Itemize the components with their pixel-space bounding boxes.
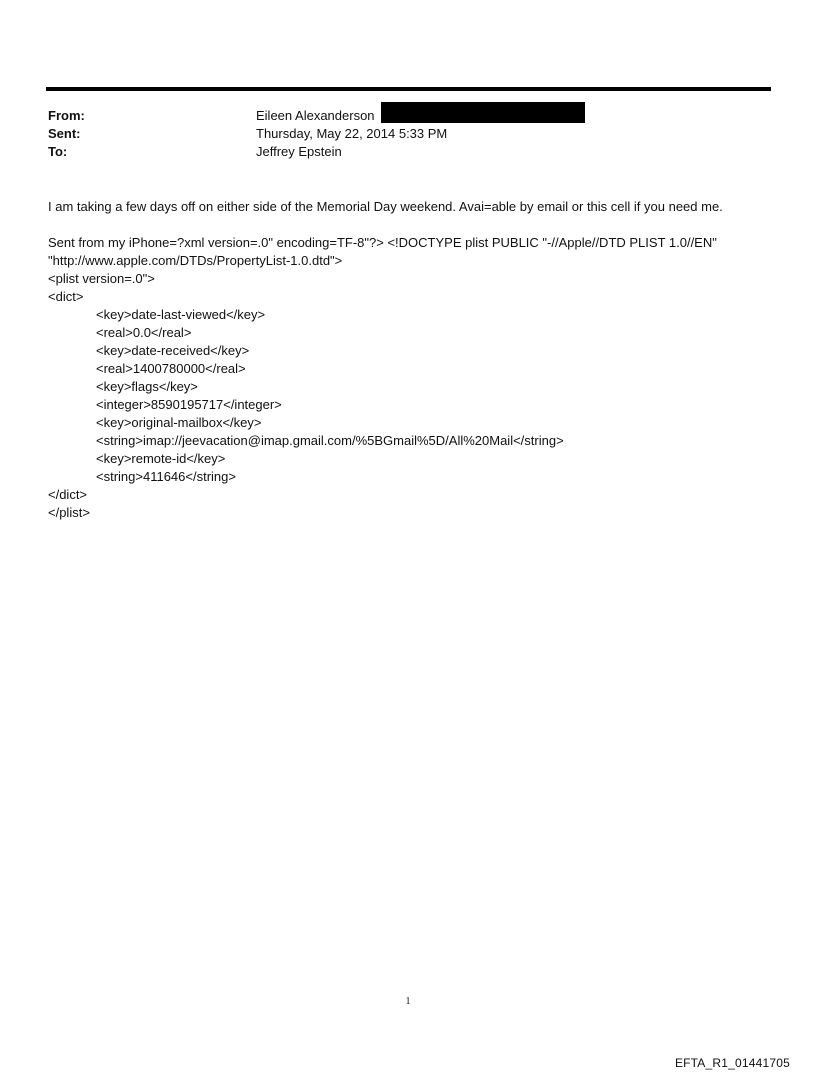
plist-line: <integer>8590195717</integer> [96,397,282,412]
plist-line: </dict> [48,487,88,502]
from-label: From: [48,108,85,123]
plist-line: <key>date-last-viewed</key> [96,307,266,322]
from-value: Eileen Alexanderson [256,108,375,123]
from-row [48,107,768,125]
to-row [48,143,768,161]
plist-line: </plist> [48,505,90,520]
plist-line: <dict> [48,289,84,304]
plist-block [48,270,768,522]
signature-line-2: "http://www.apple.com/DTDs/PropertyList-1.0.dtd"> [48,253,343,268]
document-id: EFTA_R1_01441705 [674,1056,790,1070]
plist-line: <string>imap://jeevacation@imap.gmail.com/%5BGmail%5D/All%20Mail</string> [96,433,564,448]
plist-line: <plist version=.0"> [48,271,155,286]
plist-line: <key>remote-id</key> [96,451,226,466]
sent-value: Thursday, May 22, 2014 5:33 PM [256,126,448,141]
plist-line: <key>original-mailbox</key> [96,415,262,430]
paragraph-gap [48,216,768,234]
to-value: Jeffrey Epstein [256,144,342,159]
message-text: I am taking a few days off on either side of the Memorial Day weekend. Avai=able by email or this cell if you need me. [48,199,723,214]
sent-label: Sent: [48,126,81,141]
page-number: 1 [405,996,411,1007]
to-label: To: [48,144,68,159]
plist-line: <key>flags</key> [96,379,198,394]
header-divider [46,87,771,91]
plist-line: <string>411646</string> [96,469,236,484]
email-body [48,198,768,522]
signature-line-1: Sent from my iPhone=?xml version=.0" encoding=TF-8"?> <!DOCTYPE plist PUBLIC "-//Apple//DTD PLIST 1.0//EN" [48,235,717,250]
from-value-wrap [256,107,585,125]
email-header [48,107,768,161]
redaction-block [381,102,585,123]
plist-line: <key>date-received</key> [96,343,250,358]
plist-line: <real>0.0</real> [96,325,192,340]
sent-row [48,125,768,143]
plist-line: <real>1400780000</real> [96,361,246,376]
